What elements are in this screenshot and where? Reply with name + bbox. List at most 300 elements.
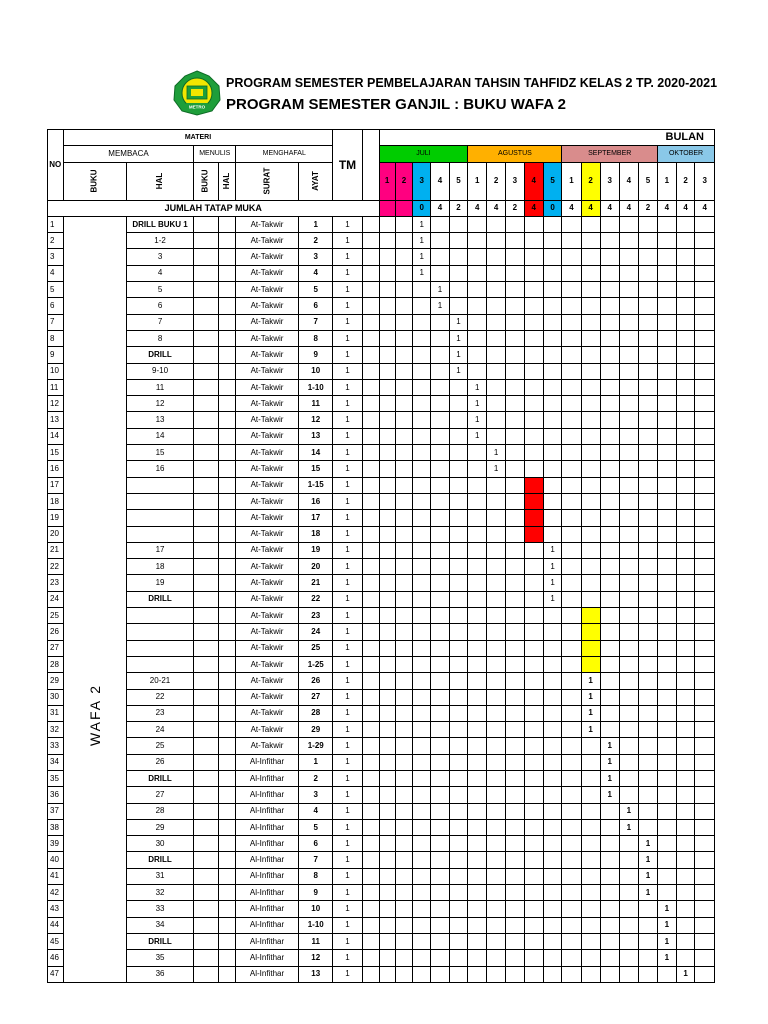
week-cell	[658, 216, 677, 232]
week-cell	[695, 428, 715, 444]
week-cell	[562, 770, 581, 786]
document-title: PROGRAM SEMESTER PEMBELAJARAN TAHSIN TAHFIDZ KELAS 2 TP. 2020-2021	[226, 76, 718, 90]
hal-cell: DRILL	[126, 852, 194, 868]
menulis-header: MENULIS	[194, 146, 236, 162]
week-cell	[695, 493, 715, 509]
week-cell: 1	[543, 591, 562, 607]
week-cell	[395, 787, 413, 803]
week-cell	[413, 608, 431, 624]
week-cell	[505, 917, 524, 933]
week-cell	[581, 836, 600, 852]
menulis-hal-cell	[218, 787, 235, 803]
row-no-cell: 26	[48, 624, 64, 640]
table-row	[48, 803, 733, 819]
week-cell	[562, 233, 581, 249]
week-cell	[638, 314, 657, 330]
surat-cell: At-Takwir	[236, 412, 299, 428]
menulis-buku-cell	[194, 608, 218, 624]
week-cell	[379, 852, 395, 868]
week-cell: 1	[658, 901, 677, 917]
table-row	[48, 901, 733, 917]
menulis-buku-cell	[194, 477, 218, 493]
menulis-buku-cell	[194, 282, 218, 298]
week-cell	[468, 265, 487, 281]
week-cell	[638, 265, 657, 281]
week-cell	[487, 591, 506, 607]
week-header: 5	[449, 162, 468, 200]
surat-cell: At-Takwir	[236, 347, 299, 363]
ayat-cell: 18	[298, 526, 332, 542]
table-row	[48, 819, 733, 835]
row-no-cell: 39	[48, 836, 64, 852]
week-cell	[413, 510, 431, 526]
week-cell	[487, 868, 506, 884]
week-cell	[695, 673, 715, 689]
spacer-cell	[362, 917, 379, 933]
week-cell	[379, 673, 395, 689]
tm-cell: 1	[333, 754, 362, 770]
table-row	[48, 330, 733, 346]
surat-cell: At-Takwir	[236, 705, 299, 721]
jumlah-cell	[379, 200, 395, 216]
week-cell	[487, 559, 506, 575]
week-cell	[431, 803, 450, 819]
week-cell	[395, 445, 413, 461]
week-cell	[413, 624, 431, 640]
week-cell	[379, 249, 395, 265]
week-cell	[449, 265, 468, 281]
week-cell	[379, 445, 395, 461]
week-cell	[619, 493, 638, 509]
menulis-buku-cell	[194, 445, 218, 461]
week-cell	[487, 689, 506, 705]
week-cell	[638, 754, 657, 770]
week-cell	[505, 396, 524, 412]
week-cell	[695, 347, 715, 363]
week-cell	[505, 314, 524, 330]
menulis-hal-cell	[218, 656, 235, 672]
week-cell: 1	[468, 412, 487, 428]
week-cell	[524, 787, 543, 803]
week-cell	[524, 852, 543, 868]
week-cell	[505, 901, 524, 917]
menulis-hal-cell	[218, 738, 235, 754]
week-cell	[695, 542, 715, 558]
week-cell	[449, 966, 468, 982]
row-no-cell: 25	[48, 608, 64, 624]
week-cell	[676, 461, 695, 477]
week-cell	[431, 265, 450, 281]
spacer-cell	[362, 379, 379, 395]
week-cell	[581, 249, 600, 265]
menulis-hal-cell	[218, 754, 235, 770]
week-cell	[600, 868, 619, 884]
week-cell	[676, 216, 695, 232]
week-cell	[638, 526, 657, 542]
week-cell	[431, 640, 450, 656]
week-cell	[524, 689, 543, 705]
week-cell	[379, 412, 395, 428]
week-cell	[638, 330, 657, 346]
menulis-hal-cell	[218, 819, 235, 835]
menulis-buku-cell	[194, 852, 218, 868]
menulis-hal-cell	[218, 917, 235, 933]
menulis-buku-cell	[194, 738, 218, 754]
week-cell: 1	[600, 754, 619, 770]
week-cell	[581, 656, 600, 672]
week-cell	[638, 787, 657, 803]
buku-header	[63, 162, 126, 200]
tm-header: TM	[333, 130, 362, 201]
table-row	[48, 917, 733, 933]
week-cell	[676, 868, 695, 884]
week-cell	[505, 656, 524, 672]
week-cell	[658, 412, 677, 428]
week-cell	[658, 396, 677, 412]
week-cell	[562, 445, 581, 461]
week-cell	[413, 722, 431, 738]
menulis-hal-cell	[218, 885, 235, 901]
week-cell	[619, 705, 638, 721]
week-cell	[395, 885, 413, 901]
week-cell	[676, 542, 695, 558]
week-cell	[676, 885, 695, 901]
week-cell	[379, 542, 395, 558]
hal-cell: 4	[126, 265, 194, 281]
week-cell: 1	[487, 461, 506, 477]
week-cell	[431, 591, 450, 607]
week-cell	[379, 787, 395, 803]
week-cell	[658, 819, 677, 835]
week-cell	[487, 738, 506, 754]
menulis-hal-cell	[218, 477, 235, 493]
week-cell	[468, 770, 487, 786]
row-no-cell: 23	[48, 575, 64, 591]
week-cell	[379, 656, 395, 672]
week-cell	[676, 314, 695, 330]
week-cell	[505, 689, 524, 705]
tm-cell: 1	[333, 282, 362, 298]
menulis-buku-cell	[194, 705, 218, 721]
week-cell	[658, 379, 677, 395]
jumlah-cell: 2	[505, 200, 524, 216]
jumlah-cell: 4	[676, 200, 695, 216]
week-cell	[562, 493, 581, 509]
week-cell	[638, 347, 657, 363]
surat-cell: Al-Infithar	[236, 950, 299, 966]
week-cell	[505, 640, 524, 656]
surat-cell: At-Takwir	[236, 526, 299, 542]
week-cell	[379, 396, 395, 412]
week-cell	[658, 803, 677, 819]
week-cell	[562, 608, 581, 624]
week-cell	[413, 526, 431, 542]
week-cell	[581, 265, 600, 281]
week-cell	[524, 966, 543, 982]
week-cell	[449, 852, 468, 868]
week-cell	[449, 510, 468, 526]
spacer-cell	[362, 265, 379, 281]
week-cell	[658, 722, 677, 738]
menulis-buku-cell	[194, 363, 218, 379]
week-cell	[449, 787, 468, 803]
tm-cell: 1	[333, 379, 362, 395]
ayat-cell: 3	[298, 787, 332, 803]
week-cell	[413, 363, 431, 379]
ayat-cell: 1-29	[298, 738, 332, 754]
week-cell	[676, 428, 695, 444]
hal-cell: 26	[126, 754, 194, 770]
week-cell	[581, 542, 600, 558]
surat-cell: At-Takwir	[236, 624, 299, 640]
week-cell	[395, 493, 413, 509]
week-cell	[468, 330, 487, 346]
week-cell	[581, 575, 600, 591]
week-cell	[449, 216, 468, 232]
ayat-cell: 4	[298, 265, 332, 281]
week-cell	[562, 510, 581, 526]
week-cell	[505, 624, 524, 640]
menulis-hal-cell	[218, 575, 235, 591]
week-cell	[505, 493, 524, 509]
week-cell	[468, 298, 487, 314]
week-cell	[487, 901, 506, 917]
menulis-hal-cell	[218, 216, 235, 232]
week-cell	[524, 754, 543, 770]
week-cell	[543, 477, 562, 493]
menulis-buku-cell	[194, 673, 218, 689]
ayat-cell: 6	[298, 836, 332, 852]
hal-cell: 15	[126, 445, 194, 461]
week-cell	[379, 428, 395, 444]
menulis-hal-cell	[218, 396, 235, 412]
week-cell	[658, 591, 677, 607]
week-cell	[695, 314, 715, 330]
week-cell: 1	[638, 852, 657, 868]
tm-cell: 1	[333, 591, 362, 607]
week-cell	[449, 282, 468, 298]
ayat-cell: 29	[298, 722, 332, 738]
week-cell	[562, 950, 581, 966]
week-cell	[449, 624, 468, 640]
week-cell: 1	[413, 265, 431, 281]
week-cell	[505, 950, 524, 966]
week-cell	[658, 249, 677, 265]
menulis-hal-cell	[218, 966, 235, 982]
menulis-buku-cell	[194, 379, 218, 395]
week-cell	[619, 396, 638, 412]
week-cell	[395, 249, 413, 265]
week-cell	[468, 966, 487, 982]
jumlah-row	[48, 200, 733, 216]
week-cell	[638, 966, 657, 982]
week-cell	[581, 428, 600, 444]
week-cell	[395, 298, 413, 314]
week-cell	[600, 363, 619, 379]
week-cell	[395, 216, 413, 232]
week-cell: 1	[468, 379, 487, 395]
week-cell	[562, 542, 581, 558]
hal-cell: 12	[126, 396, 194, 412]
week-cell	[658, 445, 677, 461]
week-cell	[638, 493, 657, 509]
menulis-buku-cell	[194, 933, 218, 949]
table-row	[48, 477, 733, 493]
spacer-cell	[362, 868, 379, 884]
week-cell	[468, 608, 487, 624]
week-cell	[449, 673, 468, 689]
week-cell	[395, 754, 413, 770]
menulis-hal-cell	[218, 836, 235, 852]
ayat-header	[298, 162, 332, 200]
week-cell	[600, 526, 619, 542]
surat-cell: Al-Infithar	[236, 885, 299, 901]
week-cell	[379, 836, 395, 852]
program-table-sheet	[47, 129, 733, 983]
tm-cell: 1	[333, 542, 362, 558]
week-cell	[449, 396, 468, 412]
week-cell	[676, 917, 695, 933]
week-header: 3	[413, 162, 431, 200]
week-cell	[431, 477, 450, 493]
week-cell	[431, 966, 450, 982]
ayat-cell: 25	[298, 640, 332, 656]
row-no-cell: 30	[48, 689, 64, 705]
week-cell	[413, 575, 431, 591]
week-cell	[413, 885, 431, 901]
week-cell	[638, 738, 657, 754]
surat-cell: At-Takwir	[236, 575, 299, 591]
week-cell	[619, 591, 638, 607]
menulis-hal-cell	[218, 559, 235, 575]
week-cell	[676, 477, 695, 493]
week-cell	[487, 510, 506, 526]
jumlah-label: JUMLAH TATAP MUKA	[48, 200, 380, 216]
tm-cell: 1	[333, 608, 362, 624]
week-cell	[562, 673, 581, 689]
menulis-hal-cell	[218, 445, 235, 461]
surat-cell: At-Takwir	[236, 673, 299, 689]
week-cell	[413, 445, 431, 461]
jumlah-cell: 4	[524, 200, 543, 216]
week-cell	[695, 819, 715, 835]
week-cell	[487, 933, 506, 949]
week-cell	[695, 412, 715, 428]
week-cell	[543, 722, 562, 738]
week-cell	[468, 640, 487, 656]
table-row	[48, 363, 733, 379]
week-cell	[468, 852, 487, 868]
menulis-buku-cell	[194, 787, 218, 803]
week-cell	[562, 787, 581, 803]
menulis-hal-cell	[218, 770, 235, 786]
surat-cell: At-Takwir	[236, 510, 299, 526]
week-cell	[524, 722, 543, 738]
week-cell	[638, 656, 657, 672]
table-row	[48, 770, 733, 786]
tm-cell: 1	[333, 640, 362, 656]
week-cell	[449, 445, 468, 461]
week-cell	[562, 852, 581, 868]
tm-cell: 1	[333, 233, 362, 249]
week-cell	[449, 249, 468, 265]
week-cell	[562, 705, 581, 721]
surat-header	[236, 162, 299, 200]
spacer-cell	[362, 803, 379, 819]
week-cell	[638, 950, 657, 966]
week-cell	[431, 396, 450, 412]
week-cell	[658, 477, 677, 493]
tm-cell: 1	[333, 722, 362, 738]
ayat-cell: 12	[298, 412, 332, 428]
week-cell	[619, 575, 638, 591]
surat-cell: At-Takwir	[236, 461, 299, 477]
week-cell	[619, 933, 638, 949]
week-header: 1	[562, 162, 581, 200]
week-cell	[487, 282, 506, 298]
hal-cell: 23	[126, 705, 194, 721]
week-cell	[695, 901, 715, 917]
week-cell	[581, 608, 600, 624]
week-cell	[619, 445, 638, 461]
week-cell	[449, 705, 468, 721]
week-cell	[505, 575, 524, 591]
row-no-cell: 40	[48, 852, 64, 868]
vertical-label: HAL	[221, 172, 231, 190]
week-cell	[395, 379, 413, 395]
ayat-cell: 17	[298, 510, 332, 526]
tm-cell: 1	[333, 966, 362, 982]
week-cell	[413, 901, 431, 917]
menulis-hal-cell	[218, 379, 235, 395]
week-cell	[695, 510, 715, 526]
week-header: 2	[487, 162, 506, 200]
table-row	[48, 461, 733, 477]
week-cell	[468, 493, 487, 509]
week-header: 4	[524, 162, 543, 200]
week-cell	[487, 803, 506, 819]
week-cell	[600, 542, 619, 558]
hal-cell: 18	[126, 559, 194, 575]
week-cell	[658, 526, 677, 542]
menulis-hal-cell	[218, 347, 235, 363]
ayat-cell: 10	[298, 901, 332, 917]
week-cell	[676, 526, 695, 542]
week-cell	[487, 575, 506, 591]
week-header: 4	[619, 162, 638, 200]
week-cell	[379, 330, 395, 346]
menulis-hal-cell	[218, 803, 235, 819]
week-cell	[695, 265, 715, 281]
menulis-hal-cell	[218, 933, 235, 949]
week-cell	[468, 933, 487, 949]
spacer-cell	[362, 705, 379, 721]
week-cell	[468, 836, 487, 852]
surat-cell: Al-Infithar	[236, 787, 299, 803]
week-cell	[658, 640, 677, 656]
ayat-cell: 8	[298, 330, 332, 346]
hal-cell	[126, 477, 194, 493]
week-cell	[413, 412, 431, 428]
week-cell: 1	[600, 738, 619, 754]
hal-cell: 7	[126, 314, 194, 330]
spacer-cell	[362, 656, 379, 672]
week-cell	[379, 933, 395, 949]
tm-cell: 1	[333, 445, 362, 461]
week-cell	[695, 559, 715, 575]
week-cell	[581, 363, 600, 379]
tm-cell: 1	[333, 461, 362, 477]
